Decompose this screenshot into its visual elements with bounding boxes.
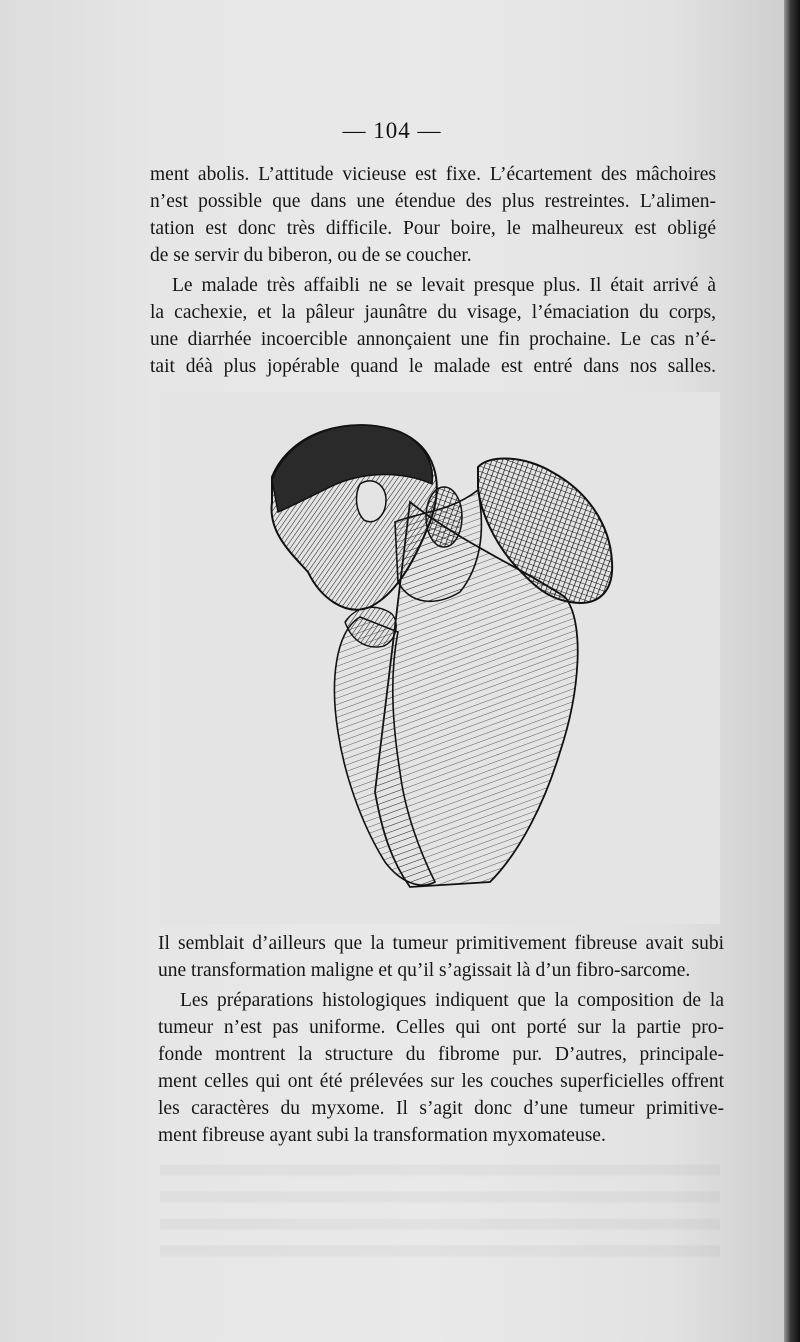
- text-line: les caractères du myxome. Il s’agit donc d’une tumeur primitive-: [158, 1098, 724, 1119]
- text-line: de se servir du biberon, ou de se coucher.: [150, 245, 472, 266]
- show-through-text: [160, 1150, 720, 1270]
- text-line: une transformation maligne et qu’il s’agissait là d’un fibro-sarcome.: [158, 960, 691, 981]
- scan-edge-shadow: [784, 0, 800, 1342]
- text-line: Les préparations histologiques indiquent que la composition de la: [180, 990, 724, 1011]
- text-line: tait déà plus jopérable quand le malade est entré dans nos salles.: [150, 356, 716, 377]
- text-line: tumeur n’est pas uniforme. Celles qui ont porté sur la partie pro-: [158, 1017, 724, 1038]
- ear: [357, 481, 386, 522]
- paragraph-4: [158, 987, 724, 1149]
- text-line: Il semblait d’ailleurs que la tumeur primitivement fibreuse avait subi: [158, 933, 724, 954]
- text-block-top: [150, 161, 716, 380]
- paragraph-1: [150, 161, 716, 269]
- text-line: ment fibreuse ayant subi la transformation myxomateuse.: [158, 1125, 606, 1146]
- text-line: ment celles qui ont été prélevées sur les couches superficielles offrent: [158, 1071, 724, 1092]
- page-number: — 104 —: [342, 118, 442, 143]
- text-line: tation est donc très difficile. Pour boire, le malheureux est obligé: [150, 218, 716, 239]
- text-line: Le malade très affaibli ne se levait presque plus. Il était arrivé à: [172, 275, 716, 296]
- patient-with-neck-tumor-illustration: [160, 392, 720, 924]
- paragraph-3: [158, 930, 724, 984]
- text-line: fonde montrent la structure du fibrome pur. D’autres, principale-: [158, 1044, 724, 1065]
- text-block-bottom: [158, 930, 724, 1149]
- text-line: la cachexie, et la pâleur jaunâtre du visage, l’émaciation du corps,: [150, 302, 716, 323]
- text-line: n’est possible que dans une étendue des plus restreintes. L’alimen-: [150, 191, 716, 212]
- paragraph-2: [150, 272, 716, 380]
- engraving-illustration: [160, 392, 720, 924]
- text-line: une diarrhée incoercible annonçaient une fin prochaine. Le cas n’é-: [150, 329, 716, 350]
- text-line: ment abolis. L’attitude vicieuse est fixe. L’écartement des mâchoires: [150, 164, 716, 185]
